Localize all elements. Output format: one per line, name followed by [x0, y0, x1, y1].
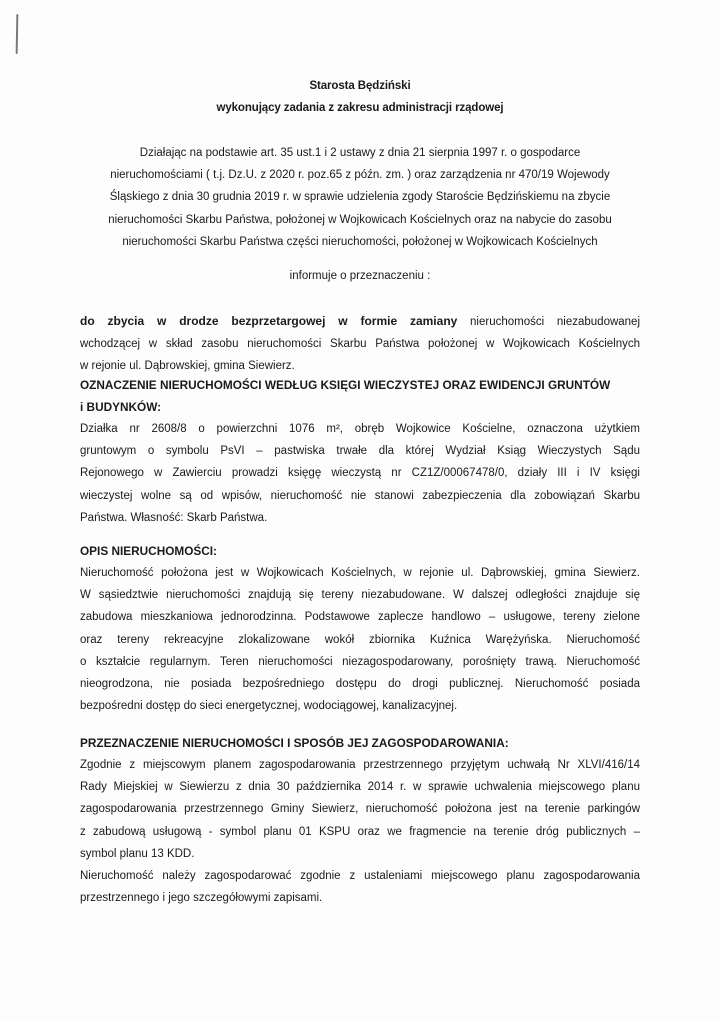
- heading-line: OZNACZENIE NIERUCHOMOŚCI WEDŁUG KSIĘGI WIECZYSTEJ ORAZ EWIDENCJI GRUNTÓW: [80, 378, 611, 392]
- zoning-line: Zgodnie z miejscowym planem zagospodarowania przestrzennego przyjętym uchwałą Nr XLVI/416/14: [80, 759, 640, 771]
- description-line: bezpośredni dostęp do sieci energetycznej, wodociągowej, kanalizacyjnej.: [80, 700, 458, 713]
- description-line: W sąsiedztwie nieruchomości znajdują się tereny niezabudowane. W dalszej odległości znajduje się: [80, 589, 640, 602]
- purpose-line-1: [80, 310, 640, 333]
- description-line: zabudowa mieszkaniowa jednorodzinna. Podstawowe zaplecze handlowo – usługowe, tereny zielone: [80, 611, 640, 624]
- designation-line: gruntowym o symbolu PsVI – pastwiska trwałe dla której Wydział Ksiąg Wieczystych Sądu: [80, 445, 640, 458]
- intro-line: nieruchomości Skarbu Państwa, położonej w Wojkowicach Kościelnych oraz na nabycie do zasobu: [108, 213, 612, 226]
- authority-title: Starosta Będziński: [309, 80, 411, 92]
- description-line: oraz tereny rekreacyjne zlokalizowane wokół zbiornika Kuźnica Warężyńska. Nieruchomość: [80, 633, 640, 646]
- designation-line: Rejonowego w Zawierciu prowadzi księgę wieczystą nr CZ1Z/00067478/0, działy III i IV księgi: [80, 467, 640, 480]
- informs-statement: informuje o przeznaczeniu :: [289, 270, 431, 282]
- zoning-line: przestrzennego i jego szczegółowymi zapisami.: [80, 892, 323, 905]
- description-heading: [80, 540, 640, 562]
- zoning-line: Nieruchomość należy zagospodarować zgodnie z ustaleniami miejscowego planu zagospodarowania: [80, 870, 640, 883]
- description-paragraph: [80, 562, 640, 717]
- intro-line: Śląskiego z dnia 30 grudnia 2019 r. w sprawie udzielenia zgody Staroście Będzińskiemu na zbycie: [109, 191, 611, 204]
- zoning-line: Rady Miejskiej w Siewierzu z dnia 30 października 2014 r. w sprawie uchwalenia miejscowego planu: [80, 781, 640, 794]
- heading-line: i BUDYNKÓW:: [80, 400, 162, 415]
- purpose-bold-lead: do zbycia w drodze bezprzetargowej w formie zamiany: [80, 314, 458, 328]
- margin-pen-mark: [16, 14, 19, 54]
- intro-line: nieruchomości Skarbu Państwa części nieruchomości, położonej w Wojkowicach Kościelnych: [122, 235, 598, 248]
- designation-line: Działka nr 2608/8 o powierzchni 1076 m², obręb Wojkowice Kościelne, oznaczona użytkiem: [80, 423, 640, 435]
- intro-line: nieruchomościami ( t.j. Dz.U. z 2020 r. poz.65 z późn. zm. ) oraz zarządzenia nr 470/19 Wojewody: [110, 169, 610, 182]
- description-line: o kształcie regularnym. Teren nieruchomości niezagospodarowany, porośnięty trawą. Nieruchomość: [80, 655, 640, 668]
- designation-line: wieczystej wolne są od wpisów, nieruchomość nie stanowi zabezpieczenia dla zobowiązań Skarbu: [80, 489, 640, 502]
- zoning-line: z zabudową usługową - symbol planu 01 KSPU oraz we fragmencie na terenie dróg publicznych –: [80, 825, 640, 838]
- purpose-paragraph: [80, 310, 640, 378]
- authority-subtitle: wykonujący zadania z zakresu administracji rządowej: [216, 102, 504, 114]
- purpose-line-2: wchodzącej w skład zasobu nieruchomości Skarbu Państwa położonej w Wojkowicach Kościelnych: [80, 338, 640, 351]
- zoning-line: symbol planu 13 KDD.: [80, 847, 195, 860]
- heading-line: PRZEZNACZENIE NIERUCHOMOŚCI I SPOSÓB JEJ ZAGOSPODAROWANIA:: [80, 736, 509, 750]
- legal-basis-paragraph: [62, 142, 658, 253]
- description-line: Nieruchomość położona jest w Wojkowicach Kościelnych, w rejonie ul. Dąbrowskiej, gmina Siewierz.: [80, 567, 640, 579]
- intro-line: Działając na podstawie art. 35 ust.1 i 2 ustawy z dnia 21 sierpnia 1997 r. o gospodarce: [139, 147, 581, 159]
- designation-line: Państwa. Własność: Skarb Państwa.: [80, 511, 268, 524]
- purpose-line-3: w rejonie ul. Dąbrowskiej, gmina Siewierz.: [80, 360, 295, 373]
- zoning-heading: [80, 732, 640, 754]
- heading-line: OPIS NIERUCHOMOŚCI:: [80, 544, 217, 558]
- zoning-line: zagospodarowania przestrzennego Gminy Siewierz, nieruchomość położona jest na terenie parkingów: [80, 803, 640, 816]
- designation-heading: [80, 374, 640, 418]
- zoning-paragraph: [80, 754, 640, 909]
- description-line: nieogrodzona, nie posiada bezpośredniego dostępu do drogi publicznej. Nieruchomość posiada: [80, 678, 640, 691]
- purpose-line-1-rest: nieruchomości niezabudowanej: [457, 316, 641, 328]
- designation-paragraph: [80, 418, 640, 529]
